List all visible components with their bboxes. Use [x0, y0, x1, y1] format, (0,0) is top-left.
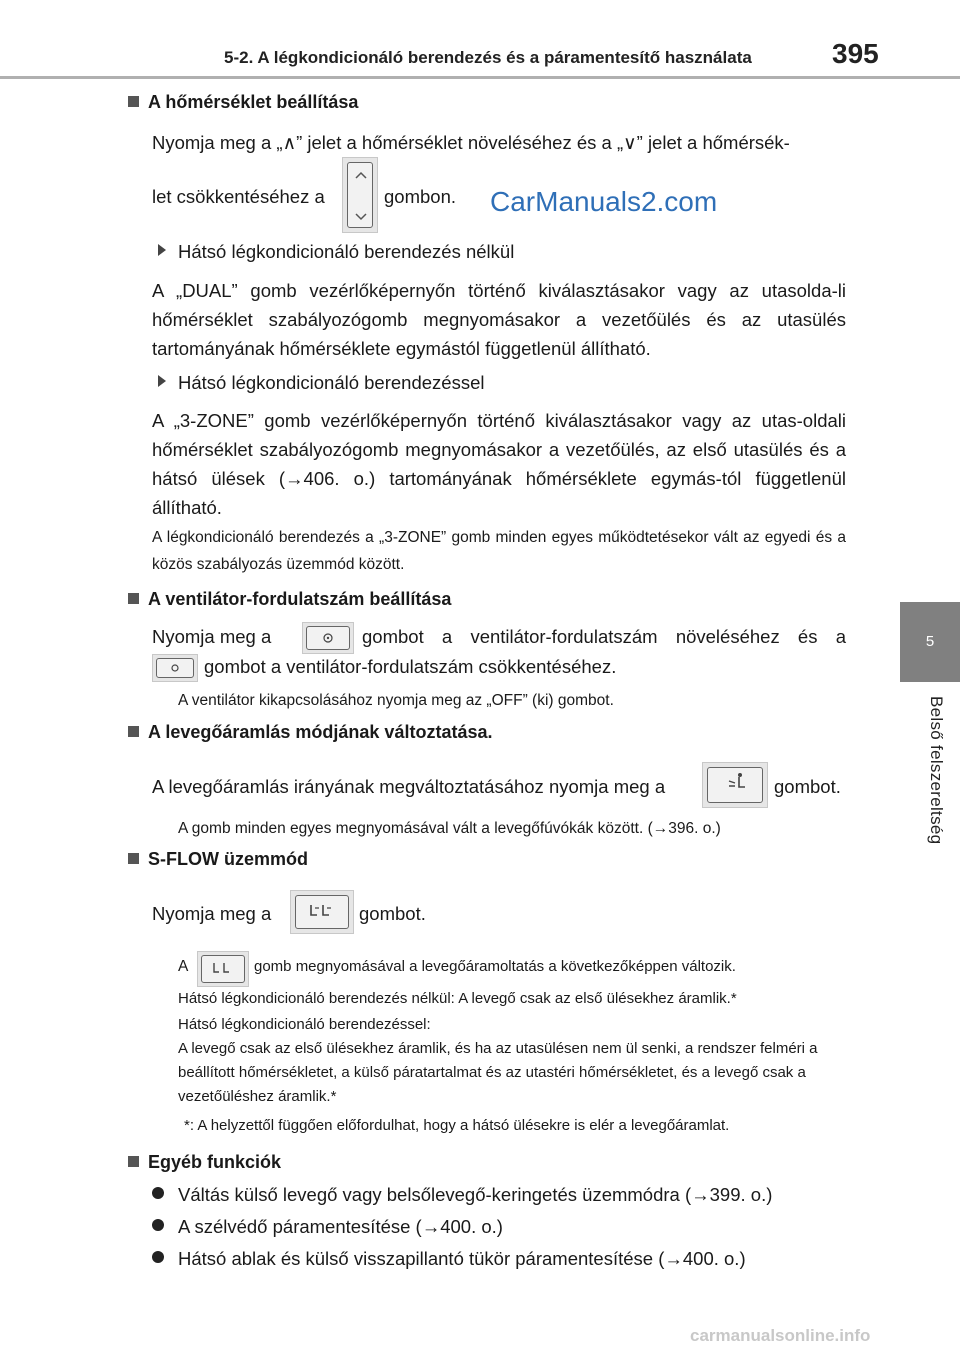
- chapter-label: Belső felszereltség: [927, 696, 946, 845]
- square-bullet-icon: [128, 853, 139, 864]
- sflow-note3: Hátsó légkondicionáló berendezéssel:: [178, 1016, 431, 1033]
- temp-sub1-paragraph: A „DUAL” gomb vezérlőképernyőn történő kiválasztásakor vagy az utasolda-li hőmérséklet szabályozógomb megnyomásakor a vezetőülés és az utasülés tartományának hőmérséklete egymástól függetlenül állítható.: [152, 280, 846, 359]
- airflow-mode-button: [702, 762, 768, 808]
- fan-increase-button-face: [306, 626, 350, 650]
- sflow-heading: S-FLOW üzemmód: [128, 849, 308, 870]
- fan-small-icon: [158, 660, 192, 676]
- temp-button-face: [347, 162, 373, 228]
- sflow-button-small-face: [201, 955, 245, 983]
- temp-note: A légkondicionáló berendezés a „3-ZONE” gomb minden egyes működtetésekor vált az egyedi és a közös szabályozás üzemmód között.: [152, 529, 846, 573]
- temp-line2a: let csökkentéséhez a: [152, 186, 325, 207]
- sflow-button-small: [197, 951, 249, 987]
- sflow-note4: A levegő csak az első ülésekhez áramlik, és ha az utasülésen nem ül senki, a rendszer felméri a beállított hőmérsékletet, a külső páratartalmat és az utastéri hőmérsékletet, és a levegő csak a vezetőüléshez áramlik.*: [178, 1040, 818, 1105]
- triangle-bullet-icon: [158, 244, 166, 256]
- airflow-mode-button-face: [707, 767, 763, 803]
- other-item-windshield: A szélvédő páramentesítése (→400. o.): [152, 1216, 503, 1238]
- bullet-dot-icon: [152, 1219, 164, 1231]
- fan-line1a: Nyomja meg a: [152, 626, 272, 647]
- page-number: 395: [832, 38, 879, 69]
- fan-line2: gombot a ventilátor-fordulatszám csökkentéséhez.: [204, 656, 617, 677]
- bullet-dot-icon: [152, 1187, 164, 1199]
- sflow-line-a: Nyomja meg a: [152, 903, 272, 924]
- header-rule: [0, 76, 960, 79]
- s-flow-small-icon: [203, 957, 243, 981]
- header-title: 5-2. A légkondicionáló berendezés és a páramentesítő használata: [224, 48, 752, 67]
- sflow-button: [290, 890, 354, 934]
- temp-sub2-paragraph: A „3-ZONE” gomb vezérlőképernyőn történő kiválasztásakor vagy az utas-oldali hőmérséklet szabályozógomb megnyomásakor a vezetőülés, az első utasülés és a hátsó ülések (→406. o.) tartományának hőmérséklete egymás-tól függetlenül állítható.: [152, 410, 846, 518]
- sflow-note1b: gomb megnyomásával a levegőáramoltatás a következőképpen változik.: [254, 958, 736, 975]
- temp-sub1: Hátsó légkondicionáló berendezés nélkül: [158, 241, 514, 263]
- other-item-recirculation: Váltás külső levegő vagy belsőlevegő-keringetés üzemmódra (→399. o.): [152, 1184, 772, 1206]
- fan-note: A ventilátor kikapcsolásához nyomja meg az „OFF” (ki) gombot.: [178, 692, 614, 709]
- square-bullet-icon: [128, 726, 139, 737]
- s-flow-icon: [297, 897, 347, 927]
- airflow-note: A gomb minden egyes megnyomásával vált a levegőfúvókák között. (→396. o.): [178, 820, 721, 837]
- footer-watermark: carmanualsonline.info: [690, 1326, 871, 1345]
- sflow-button-face: [295, 895, 349, 929]
- square-bullet-icon: [128, 1156, 139, 1167]
- watermark: CarManuals2.com: [490, 186, 718, 217]
- fan-line1b: gombot a ventilátor-fordulatszám növeléséhez és a: [362, 626, 846, 647]
- bullet-dot-icon: [152, 1251, 164, 1263]
- temp-line2b: gombon.: [384, 186, 456, 207]
- temp-sub2: Hátsó légkondicionáló berendezéssel: [158, 372, 484, 394]
- sflow-note2: Hátsó légkondicionáló berendezés nélkül: A levegő csak az első ülésekhez áramlik.*: [178, 990, 737, 1007]
- sflow-line-b: gombot.: [359, 903, 426, 924]
- seat-airflow-icon: [709, 769, 761, 801]
- fan-decrease-button: [152, 654, 198, 682]
- temp-line1: Nyomja meg a „∧” jelet a hőmérséklet növeléséhez és a „∨” jelet a hőmérsék-: [152, 132, 790, 153]
- other-heading: Egyéb funkciók: [128, 1152, 281, 1173]
- airflow-heading: A levegőáramlás módjának változtatása.: [128, 722, 492, 743]
- fan-icon: [308, 628, 348, 648]
- airflow-line-b: gombot.: [774, 776, 841, 797]
- temp-button: [342, 157, 378, 233]
- sflow-note1a: A: [178, 958, 189, 975]
- square-bullet-icon: [128, 96, 139, 107]
- chapter-tab[interactable]: 5: [900, 602, 960, 682]
- temp-heading: A hőmérséklet beállítása: [128, 92, 358, 113]
- airflow-line-a: A levegőáramlás irányának megváltoztatásához nyomja meg a: [152, 776, 666, 797]
- sflow-footnote: *: A helyzettől függően előfordulhat, hogy a hátsó ülésekre is elér a levegőáramlat.: [184, 1117, 730, 1134]
- fan-heading: A ventilátor-fordulatszám beállítása: [128, 589, 451, 610]
- up-down-arrows-icon: [349, 164, 373, 228]
- triangle-bullet-icon: [158, 375, 166, 387]
- other-item-rear-window: Hátsó ablak és külső visszapillantó tükör páramentesítése (→400. o.): [152, 1248, 746, 1270]
- fan-decrease-button-face: [156, 658, 194, 678]
- fan-increase-button: [302, 622, 354, 654]
- square-bullet-icon: [128, 593, 139, 604]
